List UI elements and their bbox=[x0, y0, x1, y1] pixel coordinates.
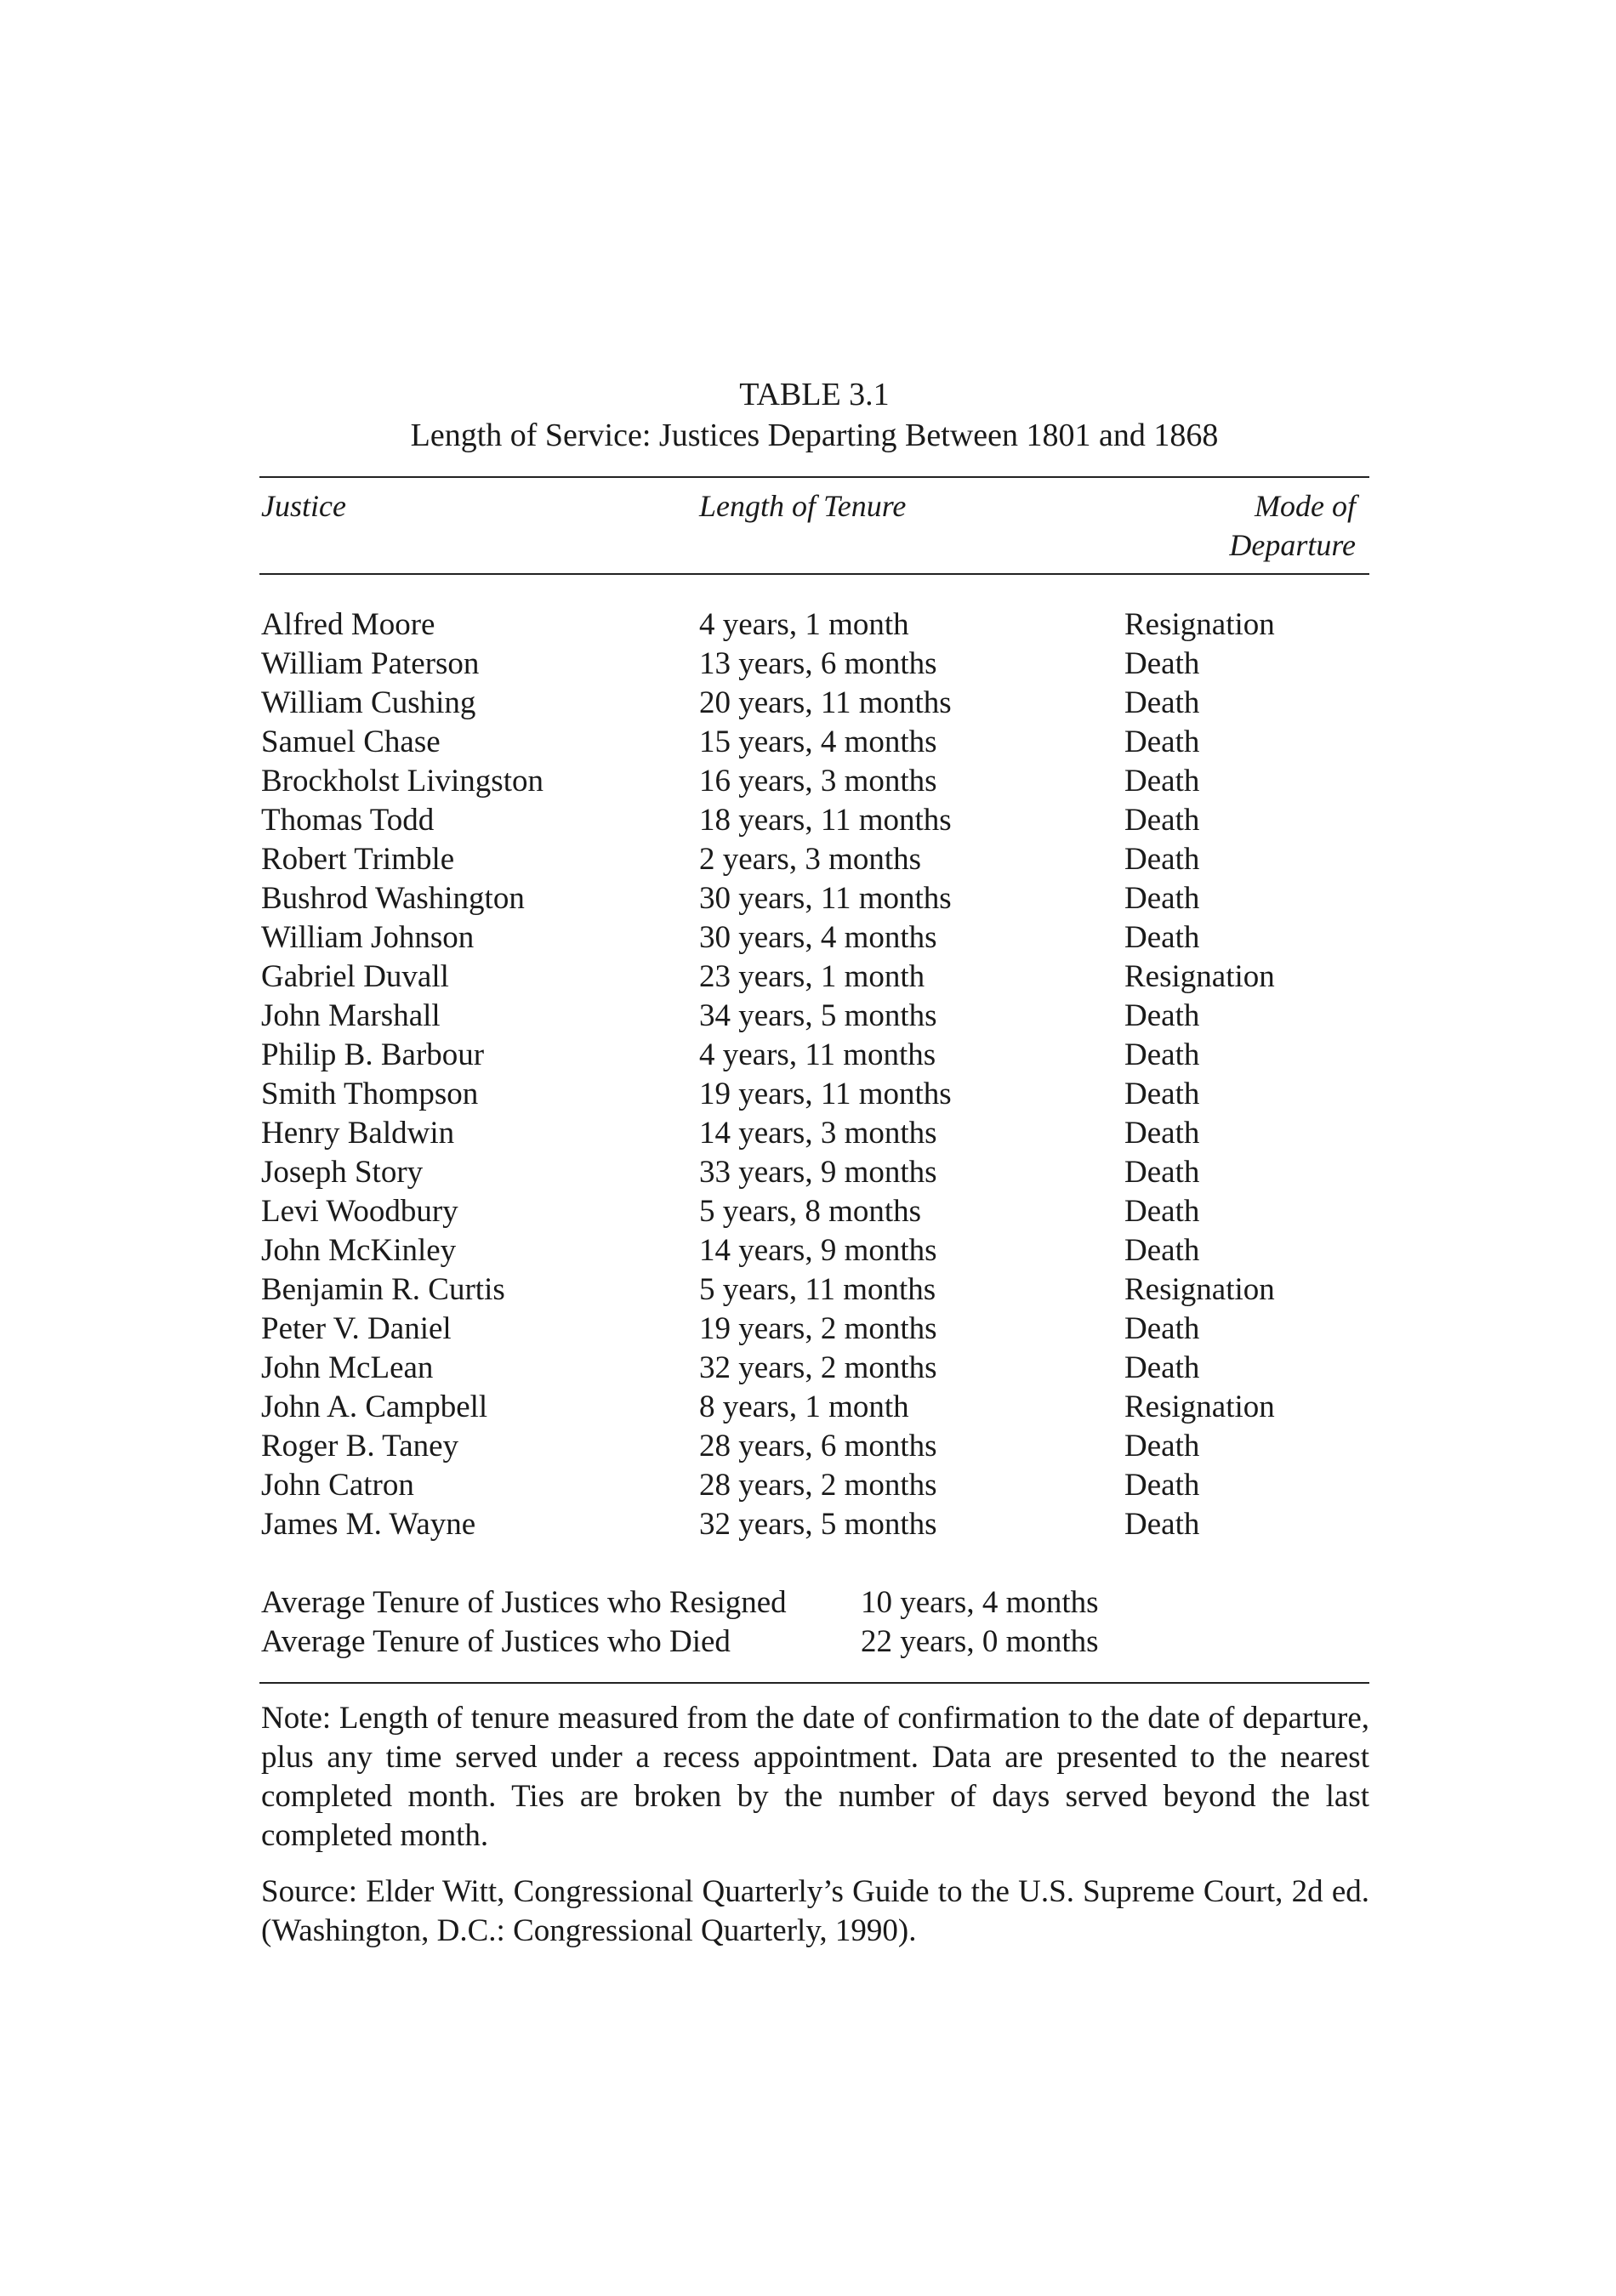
tenure-cell: 18 years, 11 months bbox=[699, 803, 952, 838]
table-row bbox=[259, 1192, 1369, 1231]
justice-cell: Smith Thompson bbox=[261, 1077, 479, 1111]
mode-cell: Death bbox=[1124, 1507, 1200, 1542]
justice-cell: Philip B. Barbour bbox=[261, 1037, 485, 1072]
tenure-cell: 15 years, 4 months bbox=[699, 725, 937, 759]
tenure-cell: 30 years, 4 months bbox=[699, 920, 937, 955]
bottom-rule bbox=[259, 1682, 1369, 1684]
table-row bbox=[259, 997, 1369, 1036]
table-row bbox=[259, 1427, 1369, 1466]
table-source: Source: Elder Witt, Congressional Quarterly’s Guide to the U.S. Supreme Court, 2d ed. (Washington, D.C.: Congressional Quarterly, 1990). bbox=[261, 1874, 1369, 1948]
justice-cell: John McKinley bbox=[261, 1233, 457, 1268]
justice-cell: John A. Campbell bbox=[261, 1390, 488, 1424]
table-row bbox=[259, 1114, 1369, 1153]
table-row bbox=[259, 1153, 1369, 1192]
table-number: TABLE 3.1 bbox=[739, 377, 890, 412]
mode-cell: Death bbox=[1124, 803, 1200, 838]
tenure-cell: 28 years, 6 months bbox=[699, 1429, 937, 1463]
justice-cell: Alfred Moore bbox=[261, 607, 435, 642]
table-row bbox=[259, 1388, 1369, 1427]
tenure-cell: 5 years, 8 months bbox=[699, 1194, 922, 1229]
table-row bbox=[259, 1310, 1369, 1349]
tenure-cell: 33 years, 9 months bbox=[699, 1155, 937, 1190]
table-row bbox=[259, 762, 1369, 801]
tenure-cell: 28 years, 2 months bbox=[699, 1468, 937, 1503]
table-row bbox=[259, 605, 1369, 645]
average-row bbox=[259, 1583, 1369, 1623]
justice-cell: Samuel Chase bbox=[261, 725, 441, 759]
tenure-cell: 20 years, 11 months bbox=[699, 685, 952, 720]
mode-cell: Death bbox=[1124, 1077, 1200, 1111]
mode-cell: Death bbox=[1124, 646, 1200, 681]
mode-cell: Death bbox=[1124, 764, 1200, 798]
mode-cell: Death bbox=[1124, 1116, 1200, 1151]
header-mode: Mode of Departure bbox=[1229, 489, 1356, 562]
justice-cell: Thomas Todd bbox=[261, 803, 435, 838]
tenure-cell: 19 years, 11 months bbox=[699, 1077, 952, 1111]
table-row bbox=[259, 958, 1369, 997]
justice-cell: William Johnson bbox=[261, 920, 475, 955]
table-row bbox=[259, 723, 1369, 762]
averages bbox=[259, 1583, 1369, 1662]
average-row bbox=[259, 1623, 1369, 1662]
justice-cell: Gabriel Duvall bbox=[261, 959, 449, 994]
table-row bbox=[259, 684, 1369, 723]
table-note: Note: Length of tenure measured from the date of confirmation to the date of departure, plus any time served under a recess appointment. Data are presented to the nearest completed month. Ties are broken by the number of days served beyond the last completed month. bbox=[261, 1701, 1369, 1853]
tenure-cell: 13 years, 6 months bbox=[699, 646, 937, 681]
mode-cell: Death bbox=[1124, 1155, 1200, 1190]
mode-cell: Resignation bbox=[1124, 1272, 1275, 1307]
justice-cell: Roger B. Taney bbox=[261, 1429, 459, 1463]
header-justice: Justice bbox=[261, 489, 346, 523]
mode-cell: Death bbox=[1124, 1350, 1200, 1385]
justice-cell: John McLean bbox=[261, 1350, 434, 1385]
justice-cell: James M. Wayne bbox=[261, 1507, 476, 1542]
justice-cell: William Cushing bbox=[261, 685, 476, 720]
table-row bbox=[259, 645, 1369, 684]
tenure-cell: 4 years, 1 month bbox=[699, 607, 909, 642]
tenure-cell: 14 years, 3 months bbox=[699, 1116, 937, 1151]
tenure-cell: 32 years, 5 months bbox=[699, 1507, 937, 1542]
mode-cell: Death bbox=[1124, 998, 1200, 1033]
table-row bbox=[259, 1075, 1369, 1114]
mode-cell: Death bbox=[1124, 685, 1200, 720]
average-value: 22 years, 0 months bbox=[861, 1624, 1099, 1659]
table-row bbox=[259, 1349, 1369, 1388]
justice-cell: Henry Baldwin bbox=[261, 1116, 455, 1151]
header-rule bbox=[259, 573, 1369, 575]
average-label: Average Tenure of Justices who Died bbox=[261, 1624, 731, 1659]
table-row bbox=[259, 1505, 1369, 1544]
average-label: Average Tenure of Justices who Resigned bbox=[261, 1585, 787, 1620]
mode-cell: Death bbox=[1124, 1429, 1200, 1463]
mode-cell: Resignation bbox=[1124, 959, 1275, 994]
justice-cell: John Marshall bbox=[261, 998, 441, 1033]
justice-cell: Brockholst Livingston bbox=[261, 764, 543, 798]
table-row bbox=[259, 918, 1369, 958]
table-row bbox=[259, 840, 1369, 879]
mode-cell: Resignation bbox=[1124, 1390, 1275, 1424]
table-row bbox=[259, 879, 1369, 918]
table-row bbox=[259, 1466, 1369, 1505]
justice-cell: Levi Woodbury bbox=[261, 1194, 458, 1229]
tenure-cell: 30 years, 11 months bbox=[699, 881, 952, 916]
tenure-cell: 23 years, 1 month bbox=[699, 959, 925, 994]
mode-cell: Death bbox=[1124, 725, 1200, 759]
justice-cell: William Paterson bbox=[261, 646, 480, 681]
justice-cell: Joseph Story bbox=[261, 1155, 424, 1190]
mode-cell: Death bbox=[1124, 881, 1200, 916]
justice-cell: John Catron bbox=[261, 1468, 414, 1503]
tenure-cell: 14 years, 9 months bbox=[699, 1233, 937, 1268]
tenure-cell: 4 years, 11 months bbox=[699, 1037, 936, 1072]
tenure-cell: 32 years, 2 months bbox=[699, 1350, 937, 1385]
table-body bbox=[259, 605, 1369, 1544]
justice-cell: Peter V. Daniel bbox=[261, 1311, 452, 1346]
table-row bbox=[259, 1231, 1369, 1270]
table-row bbox=[259, 1036, 1369, 1075]
justice-cell: Robert Trimble bbox=[261, 842, 455, 877]
mode-cell: Death bbox=[1124, 1037, 1200, 1072]
tenure-cell: 8 years, 1 month bbox=[699, 1390, 909, 1424]
average-value: 10 years, 4 months bbox=[861, 1585, 1099, 1620]
mode-cell: Death bbox=[1124, 920, 1200, 955]
header-tenure: Length of Tenure bbox=[699, 489, 907, 523]
tenure-cell: 19 years, 2 months bbox=[699, 1311, 937, 1346]
table-row bbox=[259, 801, 1369, 840]
justice-cell: Bushrod Washington bbox=[261, 881, 525, 916]
tenure-cell: 5 years, 11 months bbox=[699, 1272, 936, 1307]
table-header bbox=[259, 478, 1369, 573]
mode-cell: Death bbox=[1124, 842, 1200, 877]
tenure-cell: 34 years, 5 months bbox=[699, 998, 937, 1033]
mode-cell: Resignation bbox=[1124, 607, 1275, 642]
mode-cell: Death bbox=[1124, 1233, 1200, 1268]
mode-cell: Death bbox=[1124, 1194, 1200, 1229]
tenure-cell: 16 years, 3 months bbox=[699, 764, 937, 798]
table-row bbox=[259, 1270, 1369, 1310]
justice-cell: Benjamin R. Curtis bbox=[261, 1272, 505, 1307]
table-title: Length of Service: Justices Departing Between 1801 and 1868 bbox=[410, 418, 1219, 453]
mode-cell: Death bbox=[1124, 1311, 1200, 1346]
table-block bbox=[259, 374, 1369, 1951]
mode-cell: Death bbox=[1124, 1468, 1200, 1503]
tenure-cell: 2 years, 3 months bbox=[699, 842, 922, 877]
